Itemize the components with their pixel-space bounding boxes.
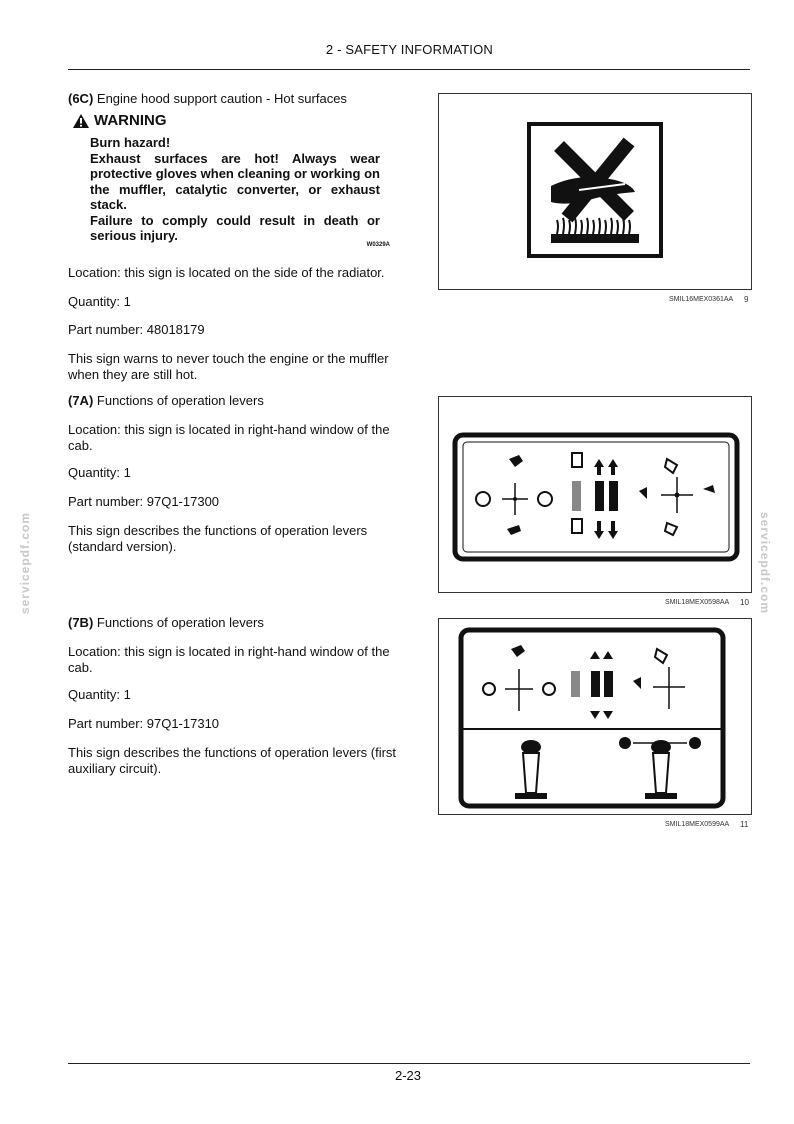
- section-7b-part-number: Part number: 97Q1-17310: [68, 716, 220, 731]
- warning-panel: [72, 112, 392, 248]
- figure-levers-auxiliary: [438, 618, 752, 815]
- section-7b-description: This sign describes the functions of operation levers (first auxiliary circuit).: [68, 745, 397, 776]
- section-7a-location: Location: this sign is located in right-hand window of the cab.: [68, 422, 390, 453]
- page-header-title: 2 - SAFETY INFORMATION: [325, 42, 493, 57]
- header-rule: [68, 69, 750, 70]
- section-7b-location: Location: this sign is located in right-hand window of the cab.: [68, 644, 390, 675]
- lever-functions-decal: [439, 397, 751, 592]
- hot-surface-pictogram: [439, 94, 751, 289]
- section-6c-description: This sign warns to never touch the engine or the muffler when they are still hot.: [68, 351, 389, 382]
- section-7b-code: (7B): [68, 615, 94, 630]
- lever-functions-aux-decal: [439, 619, 751, 814]
- footer-rule: [68, 1063, 750, 1064]
- section-7b-heading: [68, 615, 408, 631]
- figure-9-code: SMIL16MEX0361AA: [669, 296, 734, 303]
- figure-10-code: SMIL18MEX0598AA: [665, 599, 730, 606]
- warning-title: WARNING: [94, 112, 167, 129]
- warning-code: W0329A: [366, 242, 390, 248]
- section-7a-title: Functions of operation levers: [93, 393, 264, 408]
- section-7b-quantity: Quantity: 1: [68, 687, 131, 702]
- warning-line-1: Burn hazard!: [90, 135, 171, 150]
- section-6c-code: (6C): [68, 91, 94, 106]
- warning-header: [72, 112, 392, 129]
- section-7a-part-number: Part number: 97Q1-17300: [68, 494, 220, 509]
- section-6c-heading: [68, 91, 408, 107]
- section-7a-description: This sign describes the functions of operation levers (standard version).: [68, 523, 368, 554]
- figure-11-code: SMIL18MEX0599AA: [665, 821, 730, 828]
- warning-line-3: Failure to comply could result in death or serious injury.: [90, 212, 380, 243]
- section-6c-location: Location: this sign is located on the side of the radiator.: [68, 265, 385, 280]
- figure-9-number: 9: [744, 295, 749, 304]
- figure-levers-standard: [438, 396, 752, 593]
- section-6c-part-number: Part number: 48018179: [68, 322, 205, 337]
- warning-triangle-icon: [72, 113, 90, 129]
- warning-text: [90, 135, 380, 244]
- section-7a-code: (7A): [68, 393, 94, 408]
- figure-hot-surface: [438, 93, 752, 290]
- page-number: 2-23: [395, 1068, 422, 1083]
- section-6c-title: Engine hood support caution - Hot surfaces: [93, 91, 347, 106]
- section-6c-quantity: Quantity: 1: [68, 294, 131, 309]
- watermark-right: servicepdf.com: [758, 512, 772, 615]
- section-7a-quantity: Quantity: 1: [68, 465, 131, 480]
- watermark-left: servicepdf.com: [18, 512, 32, 615]
- section-7a-heading: [68, 393, 408, 409]
- section-7b-title: Functions of operation levers: [93, 615, 264, 630]
- warning-line-2: Exhaust surfaces are hot! Always wear protective gloves when cleaning or working on the muffler, catalytic converter, or exhaust stack.: [90, 150, 380, 212]
- figure-10-number: 10: [740, 598, 749, 607]
- figure-11-number: 11: [740, 820, 749, 829]
